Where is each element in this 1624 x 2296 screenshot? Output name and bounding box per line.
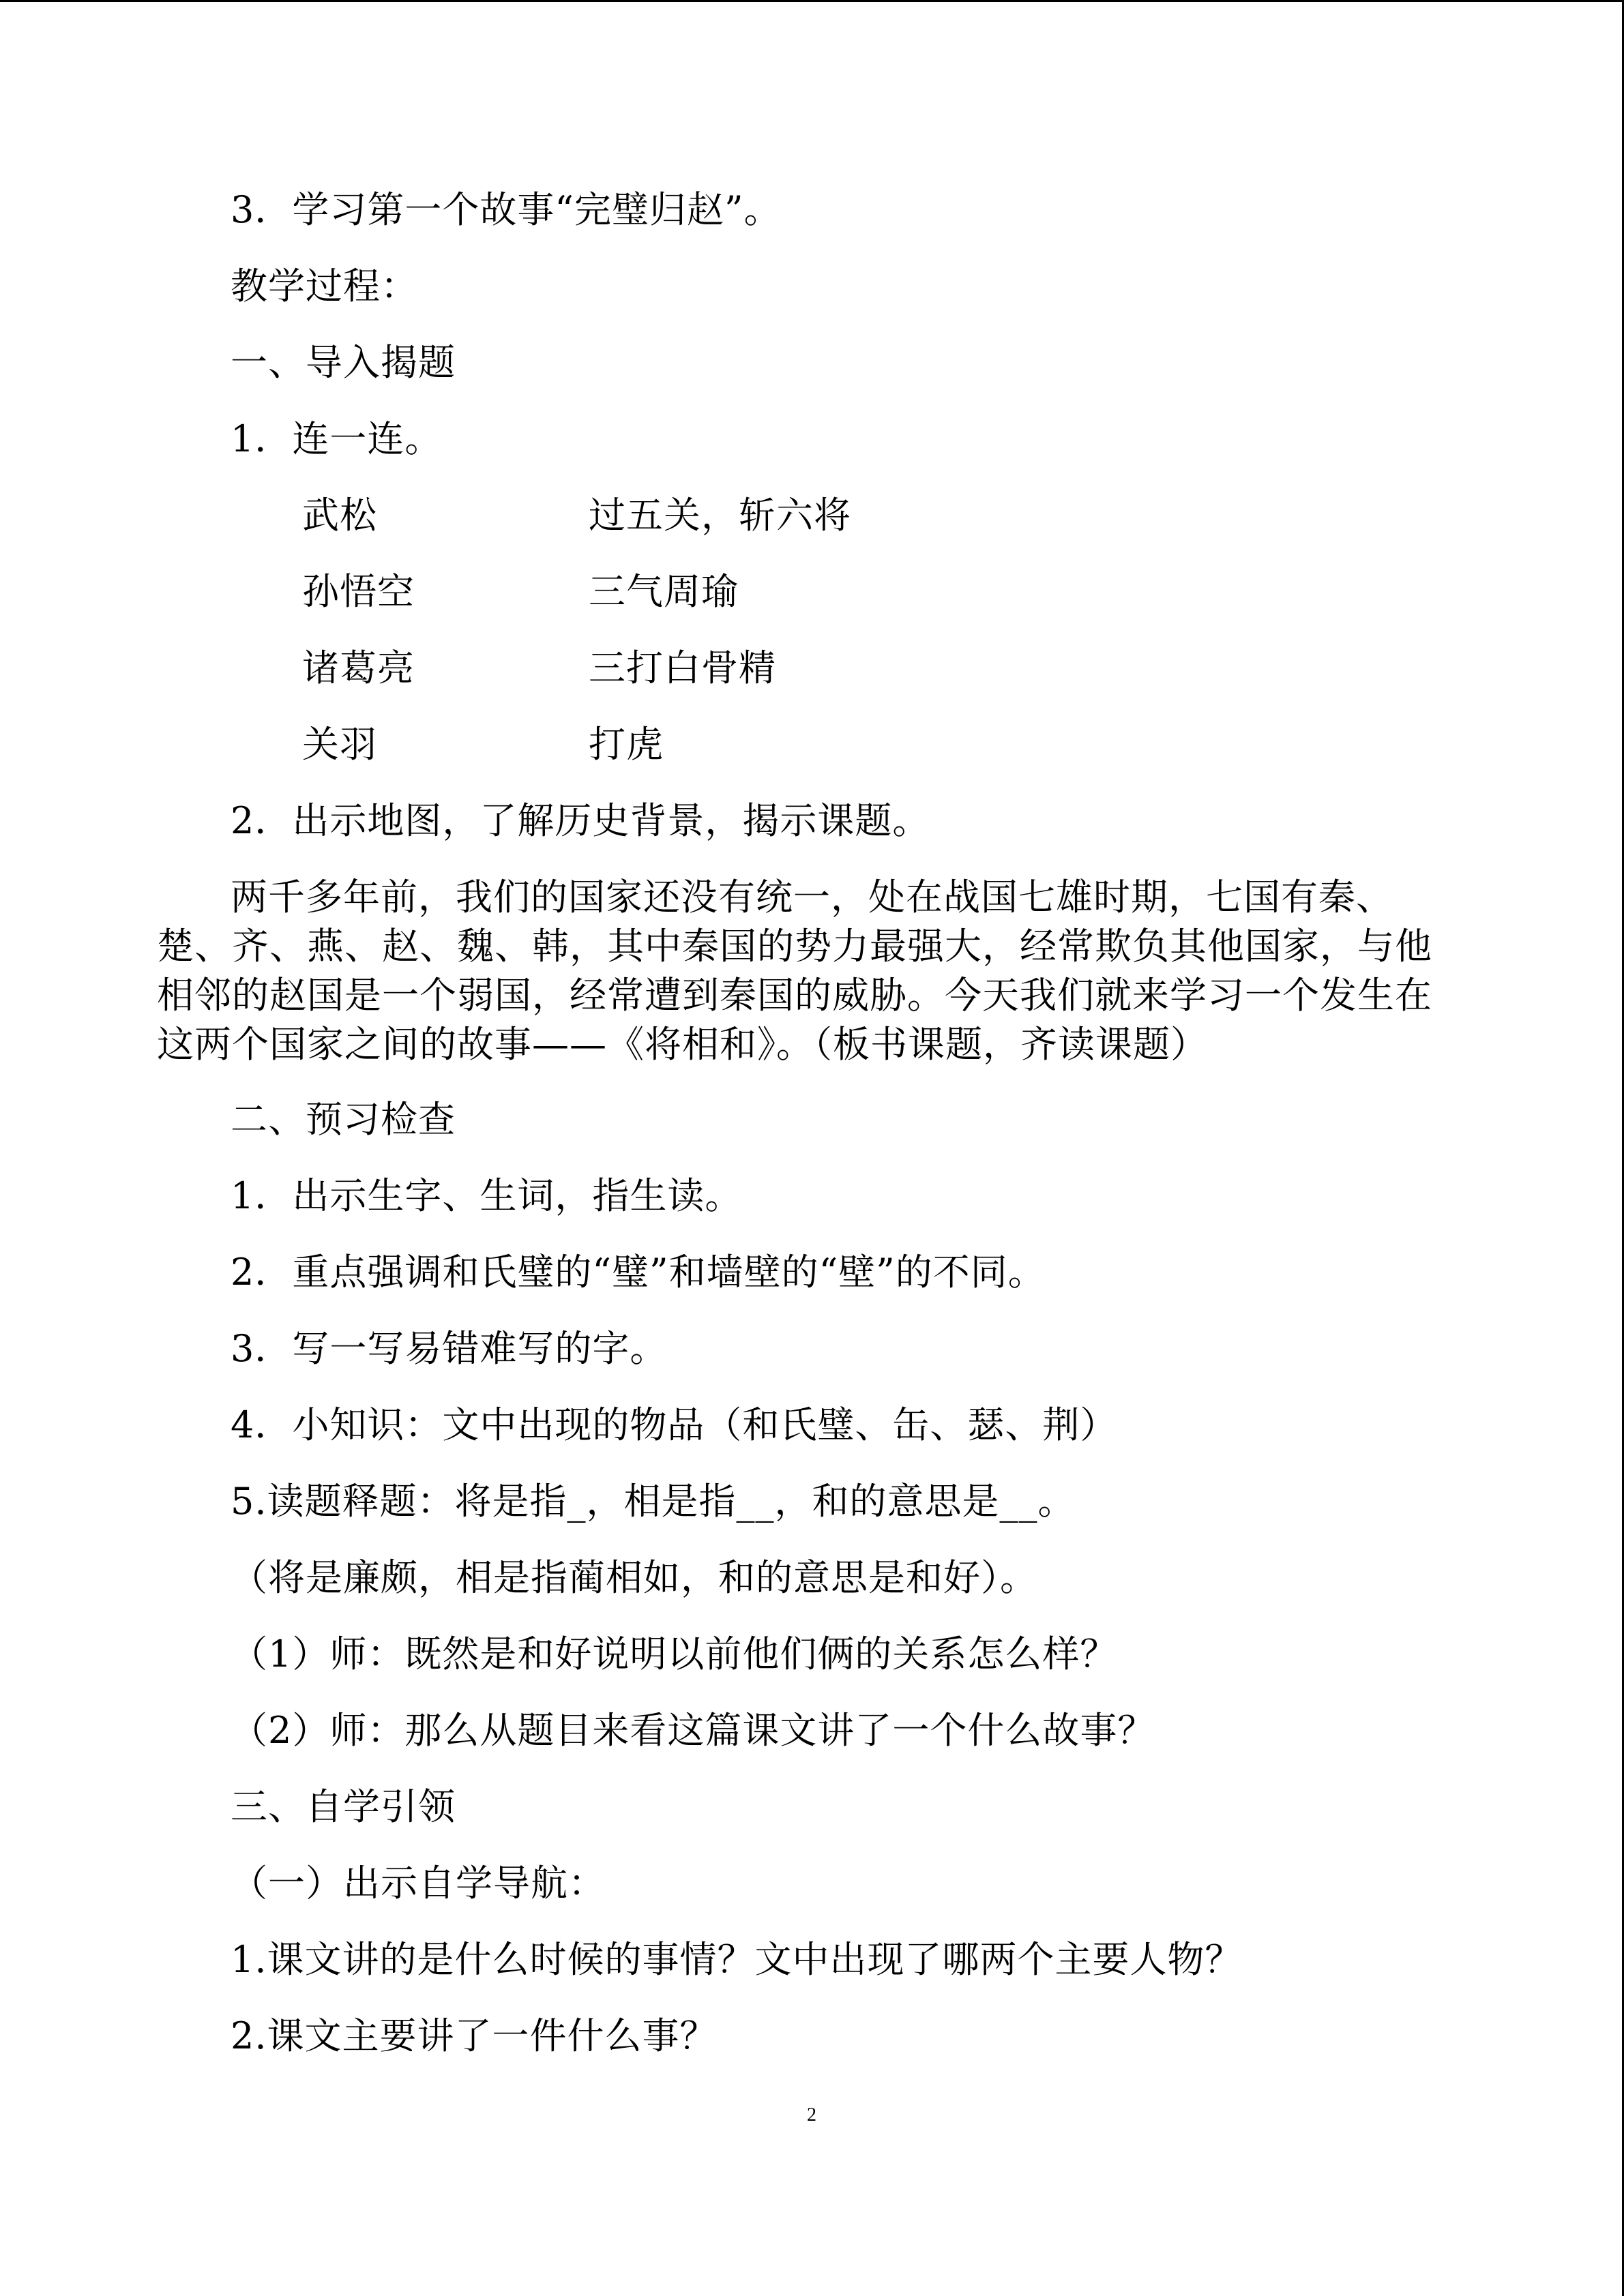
section-2-item: （2）师：那么从题目来看这篇课文讲了一个什么故事？: [231, 1709, 1155, 1752]
section-2-item: 1．出示生字、生词，指生读。: [231, 1174, 743, 1217]
section-2-item: 3．写一写易错难写的字。: [231, 1327, 668, 1370]
paragraph-line: 相邻的赵国是一个弱国，经常遭到秦国的威胁。今天我们就来学习一个发生在: [157, 974, 1432, 1017]
paragraph-line: 这两个国家之间的故事——《将相和》。（板书课题，齐读课题）: [157, 1023, 1208, 1066]
section-3-item: 1.课文讲的是什么时候的事情？文中出现了哪两个主要人物？: [231, 1938, 1243, 1981]
lesson-goal-3: 3．学习第一个故事“完璧归赵”。: [231, 188, 782, 231]
match-left-2: 孙悟空: [302, 570, 415, 613]
section-3-item: （一）出示自学导航：: [231, 1862, 606, 1905]
section-2-item: 2．重点强调和氏璧的“璧”和墙壁的“壁”的不同。: [231, 1251, 1046, 1294]
match-right-4: 打虎: [589, 723, 664, 766]
match-left-1: 武松: [302, 494, 377, 537]
section-2-item: （将是廉颇，相是指蔺相如，和的意思是和好）。: [231, 1556, 1037, 1599]
section-2-item: 4．小知识：文中出现的物品（和氏璧、缶、瑟、荆）: [231, 1403, 1118, 1446]
section-2-item: 5.读题释题：将是指_，相是指__，和的意思是__。: [231, 1480, 1076, 1523]
match-left-3: 诸葛亮: [302, 646, 415, 689]
section-3-heading: 三、自学引领: [231, 1785, 456, 1828]
section-2-heading: 二、预习检查: [231, 1098, 456, 1141]
section-1-heading: 一、导入揭题: [231, 341, 456, 384]
page-number: 2: [807, 2104, 816, 2126]
background-paragraph: [157, 873, 1466, 1069]
section-3-item: 2.课文主要讲了一件什么事？: [231, 2014, 718, 2057]
paragraph-line: 楚、齐、燕、赵、魏、韩，其中秦国的势力最强大，经常欺负其他国家，与他: [157, 925, 1432, 968]
step-2-map: 2．出示地图，了解历史背景，揭示课题。: [231, 799, 930, 842]
section-2-item: （1）师：既然是和好说明以前他们俩的关系怎么样？: [231, 1632, 1118, 1675]
step-1-match: 1．连一连。: [231, 417, 443, 460]
match-left-4: 关羽: [302, 723, 377, 766]
match-right-3: 三打白骨精: [589, 646, 776, 689]
paragraph-line: 两千多年前，我们的国家还没有统一，处在战国七雄时期，七国有秦、: [231, 876, 1393, 919]
match-right-1: 过五关，斩六将: [589, 494, 851, 537]
teaching-process-heading: 教学过程：: [231, 265, 418, 308]
match-right-2: 三气周瑜: [589, 570, 739, 613]
